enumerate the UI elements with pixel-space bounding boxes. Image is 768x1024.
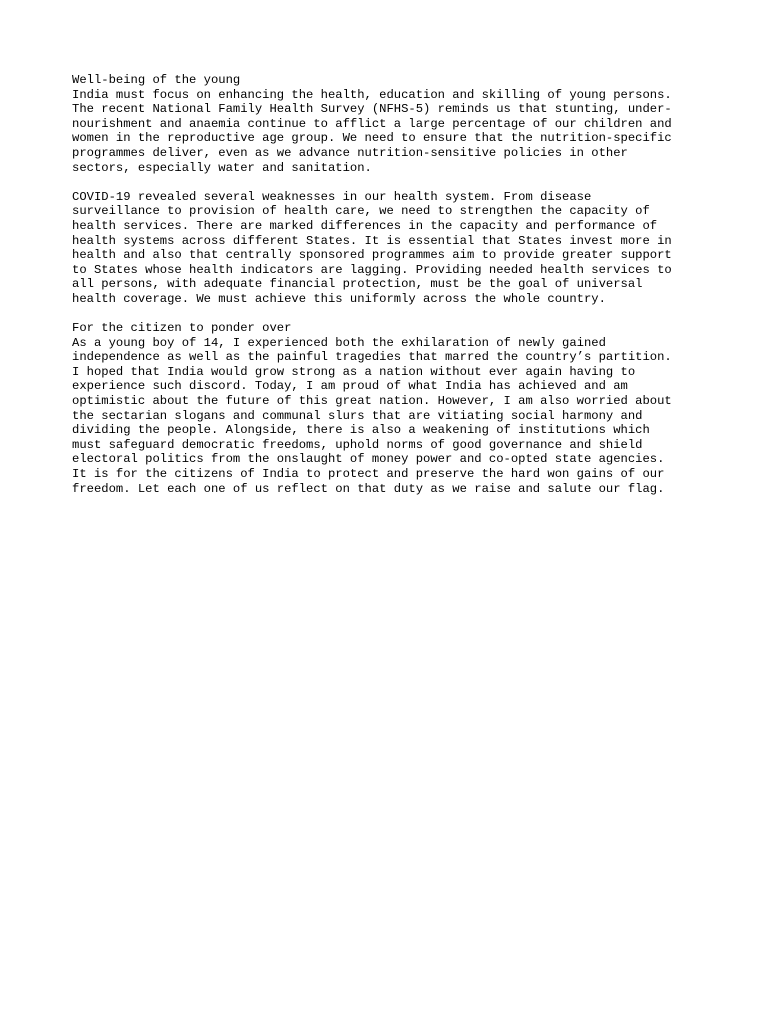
section-well-being (72, 73, 712, 307)
text-line: to States whose health indicators are lagging. Providing needed health services to (72, 262, 672, 277)
text-line: I hoped that India would grow strong as a nation without ever again having to (72, 364, 636, 379)
section-citizen-ponder (72, 321, 712, 496)
text-line: must safeguard democratic freedoms, uphold norms of good governance and shield (72, 437, 643, 452)
text-line: freedom. Let each one of us reflect on that duty as we raise and salute our flag. (72, 481, 665, 496)
section-heading: For the citizen to ponder over (72, 321, 292, 336)
paragraph (72, 88, 712, 176)
text-line: India must focus on enhancing the health, education and skilling of young persons. (72, 87, 672, 102)
text-line: the sectarian slogans and communal slurs that are vitiating social harmony and (72, 408, 643, 423)
text-line: health systems across different States. It is essential that States invest more in (72, 233, 672, 248)
section-heading: Well-being of the young (72, 73, 241, 87)
text-line: programmes deliver, even as we advance nutrition-sensitive policies in other (72, 145, 628, 160)
text-line: The recent National Family Health Survey (NFHS-5) reminds us that stunting, under- (72, 102, 672, 117)
text-line: all persons, with adequate financial protection, must be the goal of universal (72, 277, 643, 292)
text-line: independence as well as the painful tragedies that marred the country’s partition. (72, 350, 672, 365)
text-line: COVID-19 revealed several weaknesses in our health system. From disease (72, 189, 592, 204)
paragraph (72, 336, 712, 497)
paragraph (72, 190, 712, 307)
text-line: health and also that centrally sponsored programmes aim to provide greater support (72, 248, 672, 263)
document-page (72, 73, 712, 496)
section-gap (72, 307, 712, 322)
text-line: nourishment and anaemia continue to afflict a large percentage of our children and (72, 116, 672, 131)
text-line: electoral politics from the onslaught of money power and co-opted state agencies. (72, 452, 665, 467)
paragraph-gap (72, 175, 712, 190)
text-line: sectors, especially water and sanitation. (72, 160, 372, 175)
text-line: It is for the citizens of India to protect and preserve the hard won gains of our (72, 467, 665, 482)
text-line: optimistic about the future of this great nation. However, I am also worried about (72, 394, 672, 409)
text-line: health coverage. We must achieve this uniformly across the whole country. (72, 291, 606, 306)
text-line: women in the reproductive age group. We need to ensure that the nutrition-specific (72, 131, 672, 146)
text-line: As a young boy of 14, I experienced both the exhilaration of newly gained (72, 335, 606, 350)
text-line: health services. There are marked differences in the capacity and performance of (72, 218, 658, 233)
text-line: experience such discord. Today, I am proud of what India has achieved and am (72, 379, 628, 394)
text-line: surveillance to provision of health care, we need to strengthen the capacity of (72, 204, 650, 219)
text-line: dividing the people. Alongside, there is also a weakening of institutions which (72, 423, 650, 438)
